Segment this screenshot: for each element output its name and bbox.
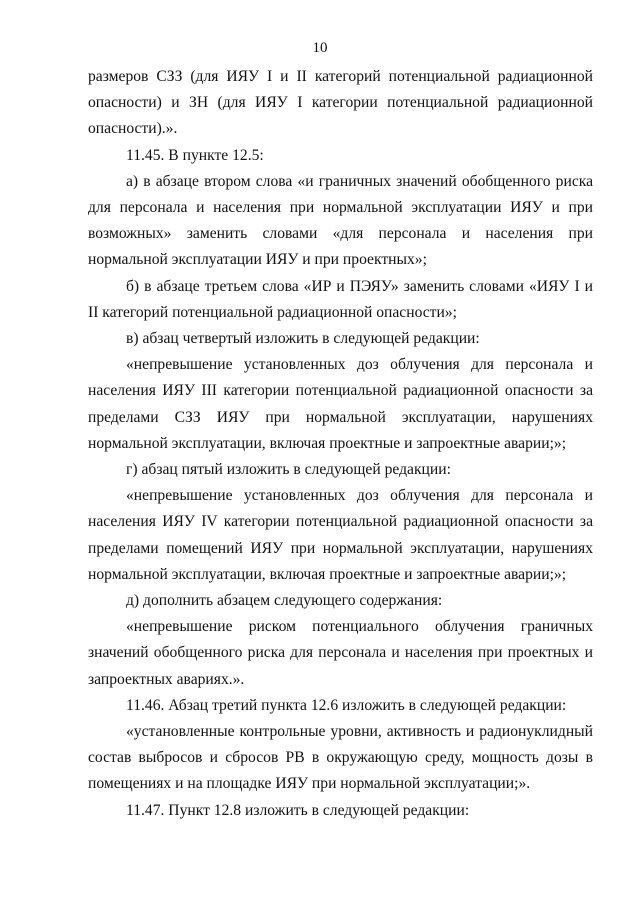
- page-number: 10: [312, 40, 328, 56]
- paragraph-subitem-v: в) абзац четвертый изложить в следующей редакции:: [126, 330, 480, 348]
- paragraph-continuation: размеров СЗЗ (для ИЯУ I и II категорий потенциальной радиационной опасности) и ЗН (для ИЯУ I категории потенциальной радиационной опасности).».: [88, 68, 593, 138]
- paragraph-item-11-45: 11.45. В пункте 12.5:: [126, 146, 264, 164]
- paragraph-quote-v: «непревышение установленных доз облучения для персонала и населения ИЯУ III категории потенциальной радиационной опасности за пределами СЗЗ ИЯУ при нормальной эксплуатации, нарушениях нормальной эксплуатации, включая проектные и запроектные аварии;»;: [88, 356, 593, 452]
- paragraph-subitem-g: г) абзац пятый изложить в следующей редакции:: [126, 461, 451, 479]
- paragraph-item-11-47: 11.47. Пункт 12.8 изложить в следующей редакции:: [126, 801, 470, 819]
- paragraph-subitem-b: б) в абзаце третьем слова «ИР и ПЭЯУ» заменить словами «ИЯУ I и II категорий потенциальной радиационной опасности»;: [88, 277, 593, 321]
- document-body: [88, 64, 593, 824]
- paragraph-quote-11-46: «установленные контрольные уровни, активность и радионуклидный состав выбросов и сбросов РВ в окружающую среду, мощность дозы в помещениях и на площадке ИЯУ при нормальной эксплуатации;».: [88, 723, 593, 793]
- paragraph-quote-d: «непревышение риском потенциального облучения граничных значений обобщенного риска для персонала и населения при проектных и запроектных авариях.».: [88, 618, 593, 688]
- paragraph-subitem-d: д) дополнить абзацем следующего содержания:: [126, 592, 443, 610]
- paragraph-quote-g: «непревышение установленных доз облучения для персонала и населения ИЯУ IV категории потенциальной радиационной опасности за пределами помещений ИЯУ при нормальной эксплуатации, нарушениях нормальной эксплуатации, включая проектные и запроектные аварии;»;: [88, 487, 593, 583]
- paragraph-item-11-46: 11.46. Абзац третий пункта 12.6 изложить в следующей редакции:: [126, 696, 567, 714]
- paragraph-subitem-a: а) в абзаце втором слова «и граничных значений обобщенного риска для персонала и населения при нормальной эксплуатации ИЯУ и при возможных» заменить словами «для персонала и населения при нормальной эксплуатации ИЯУ и при проектных»;: [88, 172, 593, 269]
